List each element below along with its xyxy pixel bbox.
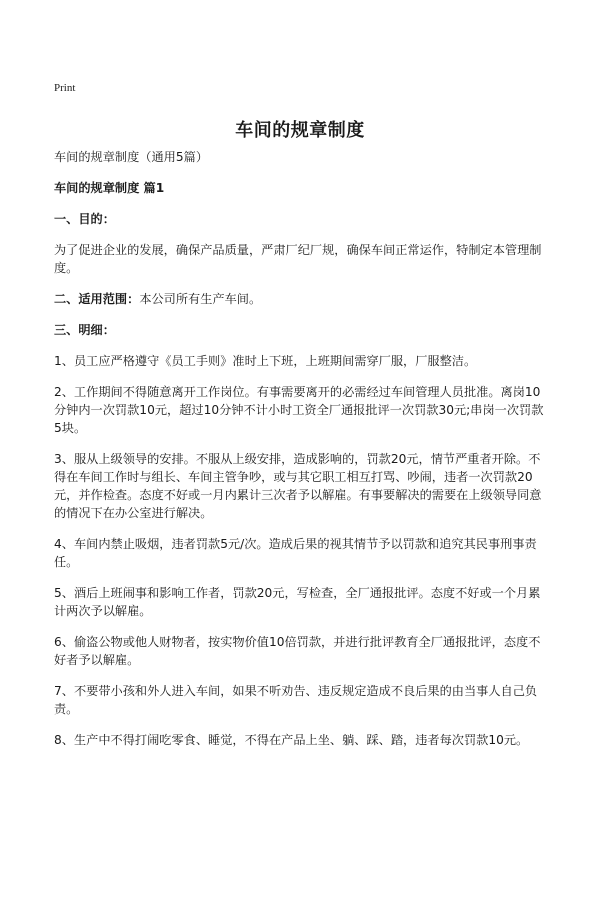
section-details-heading: 三、明细： [54,323,115,337]
list-item: 6、偷盗公物或他人财物者，按实物价值10倍罚款，并进行批评教育全厂通报批评，态度不好者予以解雇。 [54,635,541,667]
list-item: 2、工作期间不得随意离开工作岗位。有事需要离开的必需经过车间管理人员批准。离岗10分钟内一次罚款10元，超过10分钟不计小时工资全厂通报批评一次罚款30元;串岗一次罚款5块。 [54,385,544,435]
list-item: 1、员工应严格遵守《员工手则》准时上下班，上班期间需穿厂服，厂服整洁。 [54,354,477,368]
list-item: 3、服从上级领导的安排。不服从上级安排，造成影响的，罚款20元，情节严重者开除。不得在车间工作时与组长、车间主管争吵，或与其它职工相互打骂、吵闹，违者一次罚款20元，并作检查。态度不好或一月内累计三次者予以解雇。有事要解决的需要在上级领导同意的情况下在办公室进行解决。 [54,452,542,520]
section-scope [54,290,548,308]
list-item: 7、不要带小孩和外人进入车间，如果不听劝告、违反规定造成不良后果的由当事人自己负责。 [54,684,538,716]
article-heading: 车间的规章制度 篇1 [54,181,165,195]
section-purpose-heading: 一、目的： [54,212,115,226]
section-scope-text: 本公司所有生产车间。 [139,292,262,306]
section-purpose-text: 为了促进企业的发展，确保产品质量，严肃厂纪厂规，确保车间正常运作，特制定本管理制度。 [54,243,542,275]
list-item: 8、生产中不得打闹吃零食、睡觉，不得在产品上坐、躺、踩、踏，违者每次罚款10元。 [54,733,529,747]
page-title: 车间的规章制度 [235,120,365,141]
list-item: 4、车间内禁止吸烟，违者罚款5元/次。造成后果的视其情节予以罚款和追究其民事刑事责任。 [54,537,537,569]
list-item: 5、酒后上班闹事和影响工作者，罚款20元，写检查，全厂通报批评。态度不好或一个月累计两次予以解雇。 [54,586,541,618]
document-subtitle: 车间的规章制度（通用5篇） [54,150,209,164]
print-label: Print [54,82,76,94]
section-scope-heading: 二、适用范围： [54,292,140,306]
document-body [54,148,548,762]
